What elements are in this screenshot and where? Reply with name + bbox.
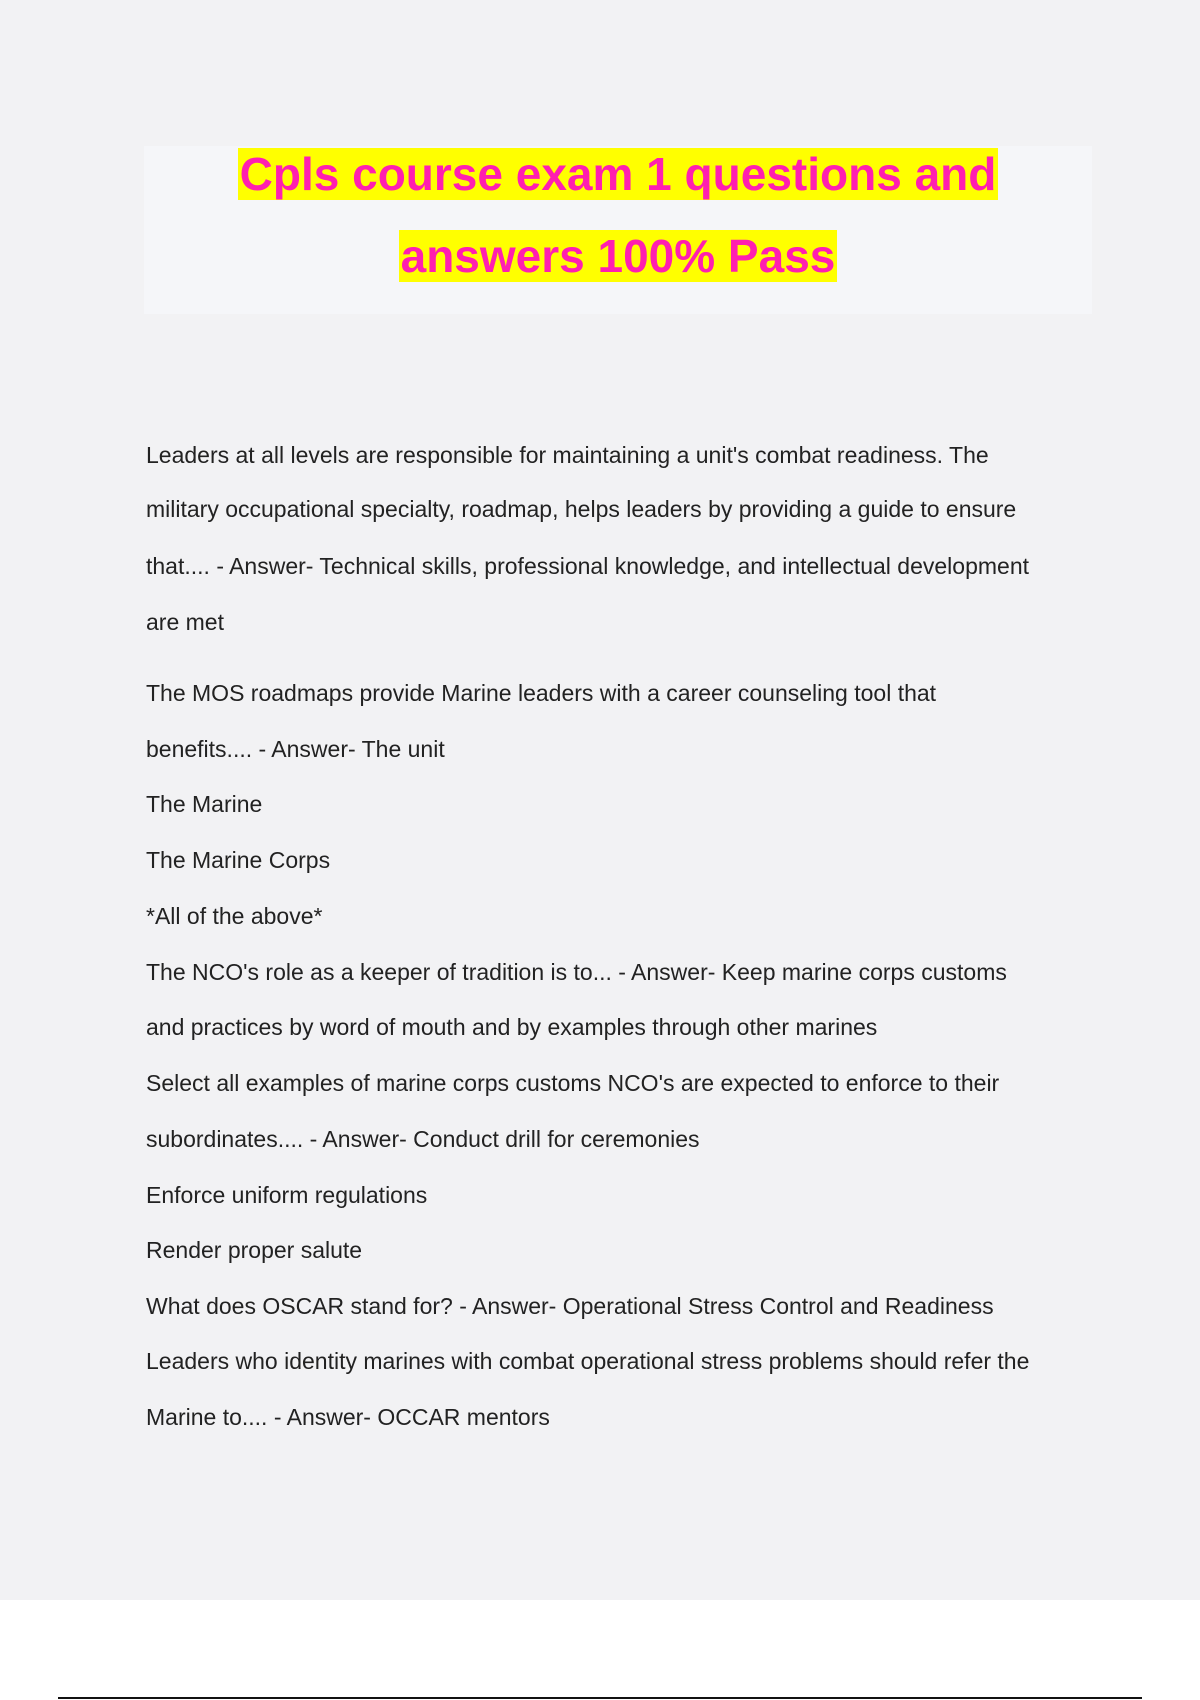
text-line: *All of the above* (146, 903, 323, 929)
text-line: Render proper salute (146, 1237, 363, 1263)
text-line: military occupational specialty, roadmap, helps leaders by providing a guide to ensure (146, 496, 1017, 522)
title-highlight-2: answers 100% Pass (400, 230, 836, 282)
text-line: Select all examples of marine corps customs NCO's are expected to enforce to their (146, 1070, 1000, 1096)
text-line: Leaders who identity marines with combat operational stress problems should refer the (146, 1348, 1030, 1374)
text-line: Enforce uniform regulations (146, 1182, 428, 1208)
text-line: that.... - Answer- Technical skills, professional knowledge, and intellectual development (146, 553, 1029, 579)
text-line: benefits.... - Answer- The unit (146, 736, 445, 762)
text-line: and practices by word of mouth and by examples through other marines (146, 1014, 878, 1040)
text-line: What does OSCAR stand for? - Answer- Operational Stress Control and Readiness (146, 1293, 994, 1319)
text-line: are met (146, 609, 224, 635)
document-title-line-2 (144, 228, 1092, 284)
text-line: The MOS roadmaps provide Marine leaders with a career counseling tool that (146, 680, 937, 706)
footer-divider (58, 1697, 1142, 1699)
text-line: Marine to.... - Answer- OCCAR mentors (146, 1404, 550, 1430)
text-line: subordinates.... - Answer- Conduct drill for ceremonies (146, 1126, 700, 1152)
text-line: The Marine Corps (146, 847, 331, 873)
text-line: The Marine (146, 791, 263, 817)
text-line: The NCO's role as a keeper of tradition is to... - Answer- Keep marine corps customs (146, 959, 1007, 985)
title-highlight-1: Cpls course exam 1 questions and (239, 148, 997, 200)
document-title-line-1 (144, 146, 1092, 202)
text-line: Leaders at all levels are responsible for maintaining a unit's combat readiness. The (146, 442, 989, 468)
